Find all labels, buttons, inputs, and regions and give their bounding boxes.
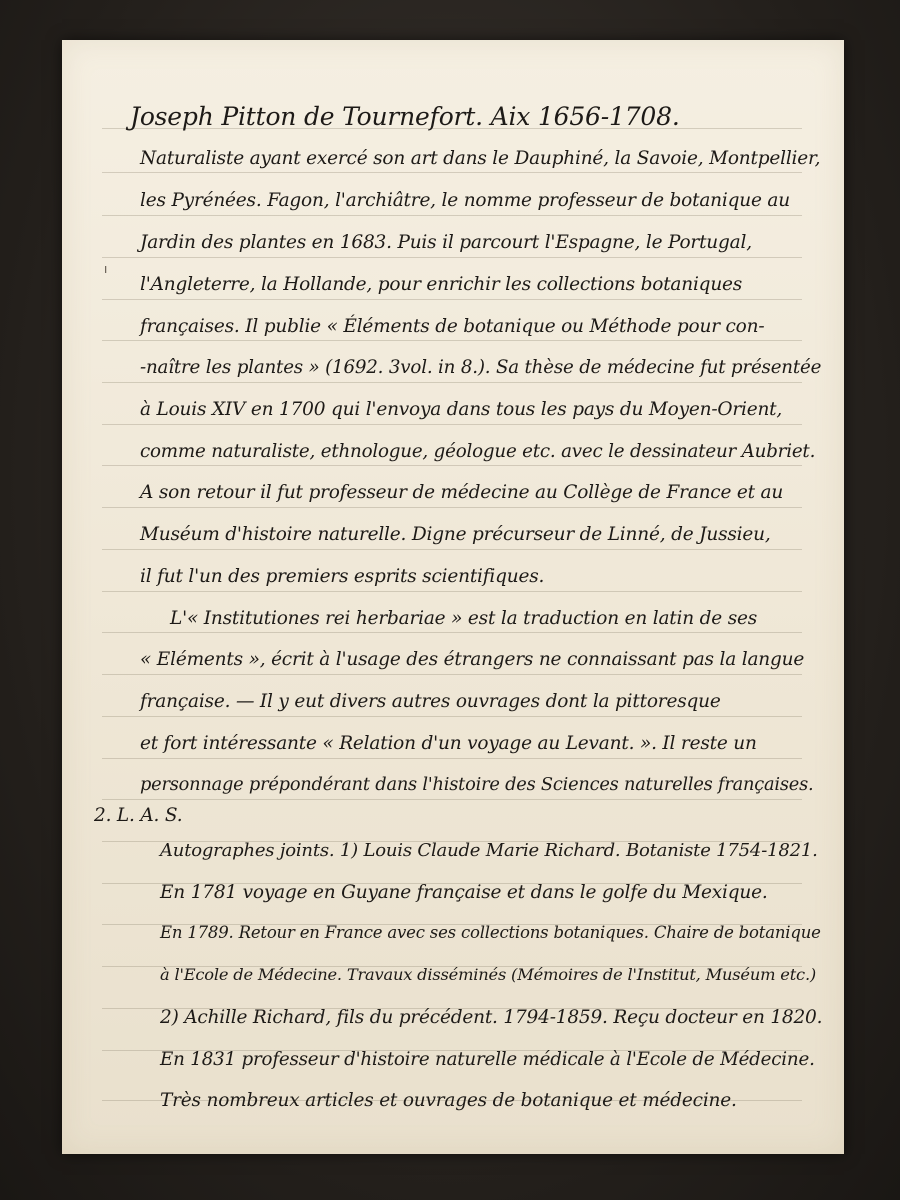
- ruled-line: [102, 758, 802, 759]
- text-line: Naturaliste ayant exercé son art dans le Dauphiné, la Savoie, Montpellier,: [140, 148, 821, 169]
- ruled-line: [102, 507, 802, 508]
- ruled-line: [102, 382, 802, 383]
- text-line: personnage prépondérant dans l'histoire des Sciences naturelles françaises.: [140, 775, 814, 795]
- text-line: Muséum d'histoire naturelle. Digne précurseur de Linné, de Jussieu,: [140, 524, 771, 545]
- text-line: il fut l'un des premiers esprits scientifiques.: [140, 566, 545, 587]
- ruled-line: [102, 424, 802, 425]
- text-line: Autographes joints. 1) Louis Claude Marie Richard. Botaniste 1754-1821.: [160, 840, 818, 861]
- text-line: En 1831 professeur d'histoire naturelle médicale à l'Ecole de Médecine.: [160, 1049, 815, 1070]
- text-line: l'Angleterre, la Hollande, pour enrichir les collections botaniques: [140, 274, 743, 295]
- ruled-line: [102, 257, 802, 258]
- ruled-line: [102, 716, 802, 717]
- ruled-line: [102, 632, 802, 633]
- text-line: et fort intéressante « Relation d'un voyage au Levant. ». Il reste un: [140, 733, 757, 754]
- text-line: à Louis XIV en 1700 qui l'envoya dans tous les pays du Moyen-Orient,: [140, 399, 783, 420]
- text-line: à l'Ecole de Médecine. Travaux disséminés (Mémoires de l'Institut, Muséum etc.): [160, 965, 817, 984]
- ruled-line: [102, 591, 802, 592]
- ruled-line: [102, 215, 802, 216]
- text-line: Jardin des plantes en 1683. Puis il parcourt l'Espagne, le Portugal,: [140, 232, 752, 253]
- text-line: A son retour il fut professeur de médecine au Collège de France et au: [140, 482, 784, 503]
- text-line: En 1781 voyage en Guyane française et dans le golfe du Mexique.: [160, 882, 768, 903]
- text-line: Très nombreux articles et ouvrages de botanique et médecine.: [160, 1090, 737, 1111]
- margin-mark: ı: [104, 262, 108, 276]
- handwritten-page: [62, 40, 844, 1154]
- text-line: -naître les plantes » (1692. 3vol. in 8.). Sa thèse de médecine fut présentée: [140, 357, 822, 378]
- ruled-line: [102, 674, 802, 675]
- ruled-line: [102, 799, 802, 800]
- text-line: comme naturaliste, ethnologue, géologue etc. avec le dessinateur Aubriet.: [140, 441, 816, 462]
- ruled-line: [102, 549, 802, 550]
- title-line: Joseph Pitton de Tournefort. Aix 1656-1708.: [130, 102, 680, 131]
- text-line: les Pyrénées. Fagon, l'archiâtre, le nomme professeur de botanique au: [140, 190, 790, 211]
- ruled-line: [102, 172, 802, 173]
- text-line: françaises. Il publie « Éléments de botanique ou Méthode pour con-: [140, 316, 765, 337]
- text-line: En 1789. Retour en France avec ses collections botaniques. Chaire de botanique: [160, 923, 821, 942]
- text-line: « Eléments », écrit à l'usage des étrangers ne connaissant pas la langue: [140, 649, 805, 670]
- text-line: 2) Achille Richard, fils du précédent. 1794-1859. Reçu docteur en 1820.: [160, 1007, 823, 1028]
- text-line: L'« Institutiones rei herbariae » est la traduction en latin de ses: [170, 608, 758, 629]
- text-line: française. — Il y eut divers autres ouvrages dont la pittoresque: [140, 691, 721, 712]
- section-heading: 2. L. A. S.: [94, 805, 183, 826]
- ruled-line: [102, 340, 802, 341]
- ruled-line: [102, 299, 802, 300]
- ruled-line: [102, 465, 802, 466]
